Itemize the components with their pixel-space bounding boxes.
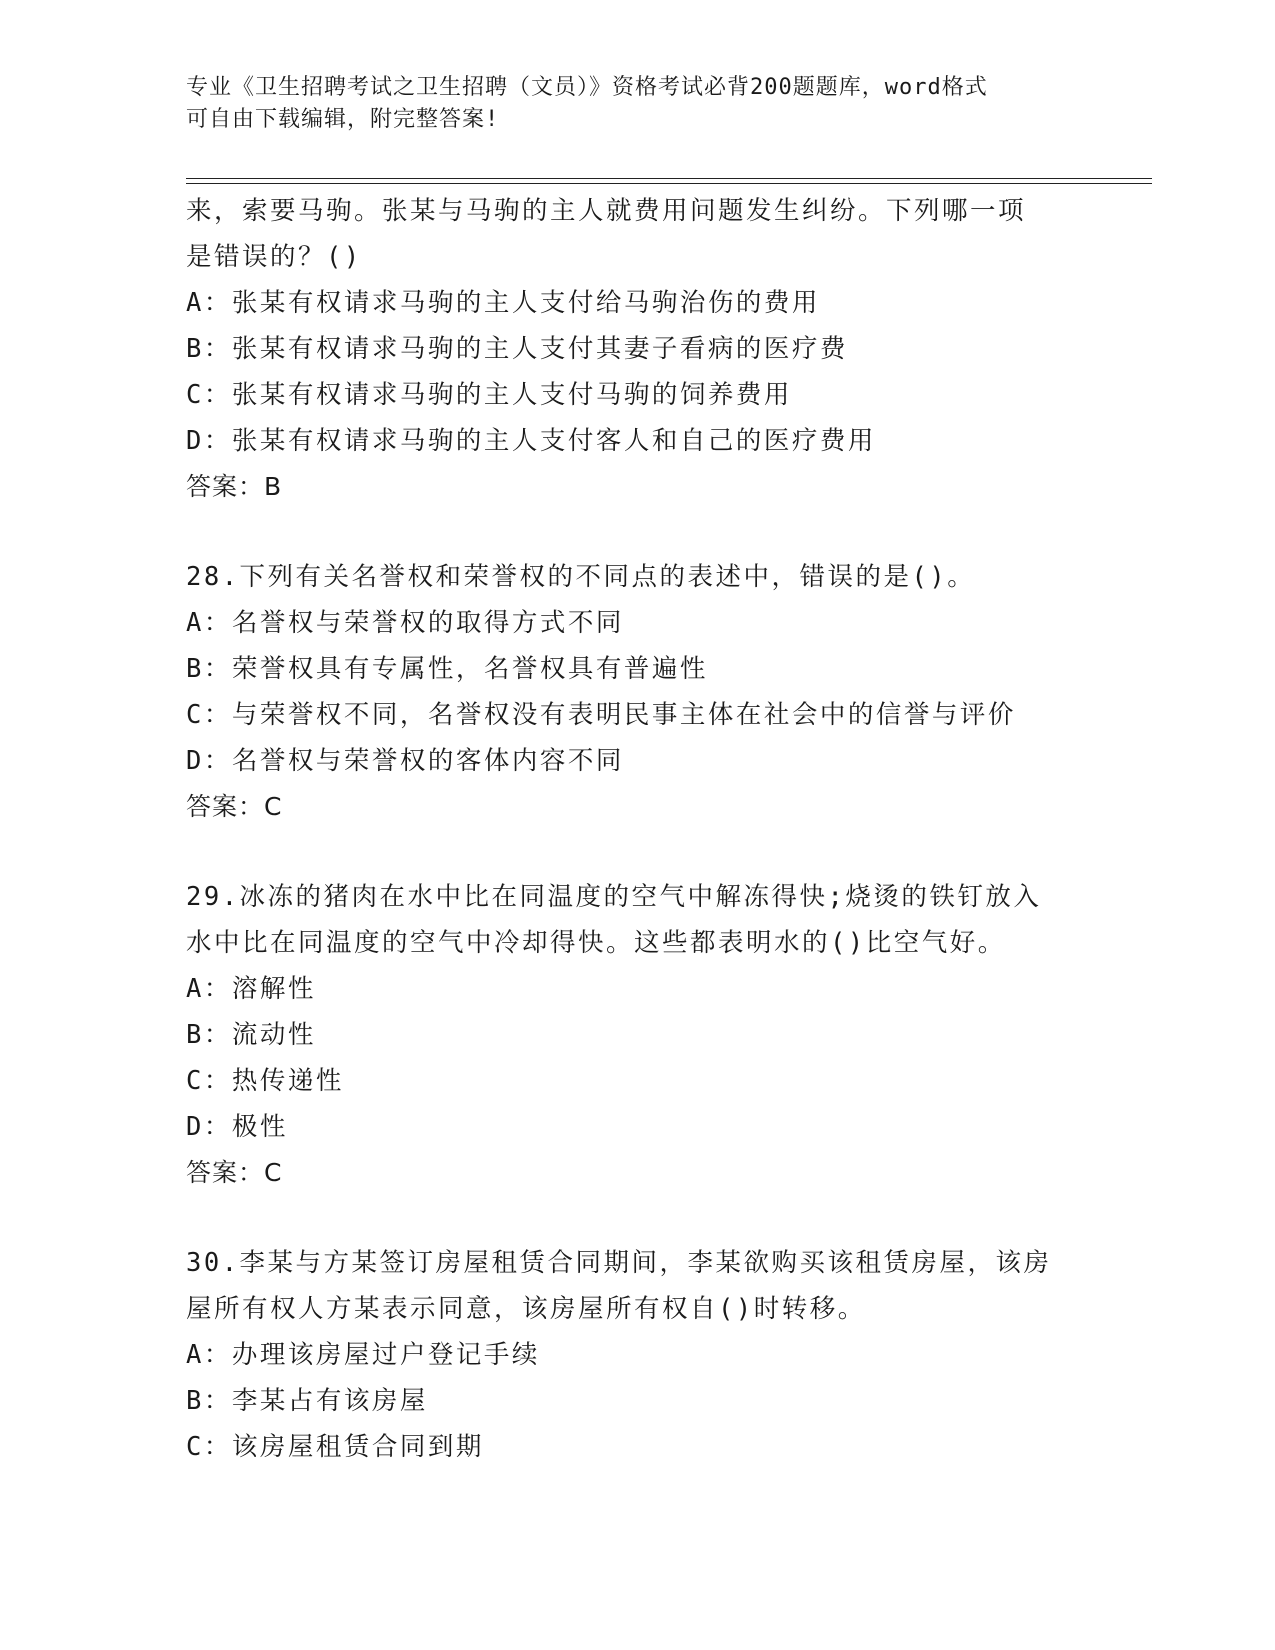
option-b: B：荣誉权具有专属性，名誉权具有普遍性 <box>186 654 708 684</box>
header-divider-top <box>186 178 1152 179</box>
option-b: B：流动性 <box>186 1020 316 1050</box>
question-stem-line: 29.冰冻的猪肉在水中比在同温度的空气中解冻得快;烧烫的铁钉放入 <box>186 882 1042 912</box>
question-spacer <box>186 830 1086 874</box>
question-stem-line: 水中比在同温度的空气中冷却得快。这些都表明水的()比空气好。 <box>186 928 1006 958</box>
question-stem-line: 屋所有权人方某表示同意，该房屋所有权自()时转移。 <box>186 1294 866 1324</box>
option-b: B：张某有权请求马驹的主人支付其妻子看病的医疗费 <box>186 334 848 364</box>
option-d: D：极性 <box>186 1112 288 1142</box>
option-d: D：张某有权请求马驹的主人支付客人和自己的医疗费用 <box>186 426 876 456</box>
question-spacer <box>186 510 1086 554</box>
option-a: A：办理该房屋过户登记手续 <box>186 1340 540 1370</box>
header-title-line-1: 专业《卫生招聘考试之卫生招聘（文员）》资格考试必背200题题库，word格式 <box>186 75 988 100</box>
option-a: A：张某有权请求马驹的主人支付给马驹治伤的费用 <box>186 288 820 318</box>
option-c: C：与荣誉权不同，名誉权没有表明民事主体在社会中的信誉与评价 <box>186 700 1016 730</box>
answer-line: 答案：C <box>186 792 283 821</box>
answer-line: 答案：B <box>186 472 283 501</box>
question-30 <box>186 1240 1086 1470</box>
question-27 <box>186 188 1086 510</box>
header-divider-bottom <box>186 183 1152 184</box>
question-28 <box>186 554 1086 830</box>
option-c: C：热传递性 <box>186 1066 344 1096</box>
question-spacer <box>186 1196 1086 1240</box>
question-stem-line: 30.李某与方某签订房屋租赁合同期间，李某欲购买该租赁房屋，该房 <box>186 1248 1052 1278</box>
answer-line: 答案：C <box>186 1158 283 1187</box>
question-stem-line: 来，索要马驹。张某与马驹的主人就费用问题发生纠纷。下列哪一项 <box>186 196 1027 226</box>
question-stem-line: 28.下列有关名誉权和荣誉权的不同点的表述中，错误的是()。 <box>186 562 976 592</box>
option-c: C：张某有权请求马驹的主人支付马驹的饲养费用 <box>186 380 792 410</box>
option-d: D：名誉权与荣誉权的客体内容不同 <box>186 746 624 776</box>
header-title-line-2: 可自由下载编辑，附完整答案! <box>186 107 500 132</box>
question-29 <box>186 874 1086 1196</box>
option-a: A：溶解性 <box>186 974 316 1004</box>
option-c: C：该房屋租赁合同到期 <box>186 1432 484 1462</box>
option-a: A：名誉权与荣誉权的取得方式不同 <box>186 608 624 638</box>
question-stem-line: 是错误的？() <box>186 242 362 272</box>
page-header <box>186 72 1066 136</box>
option-b: B：李某占有该房屋 <box>186 1386 428 1416</box>
question-list <box>186 188 1086 1470</box>
